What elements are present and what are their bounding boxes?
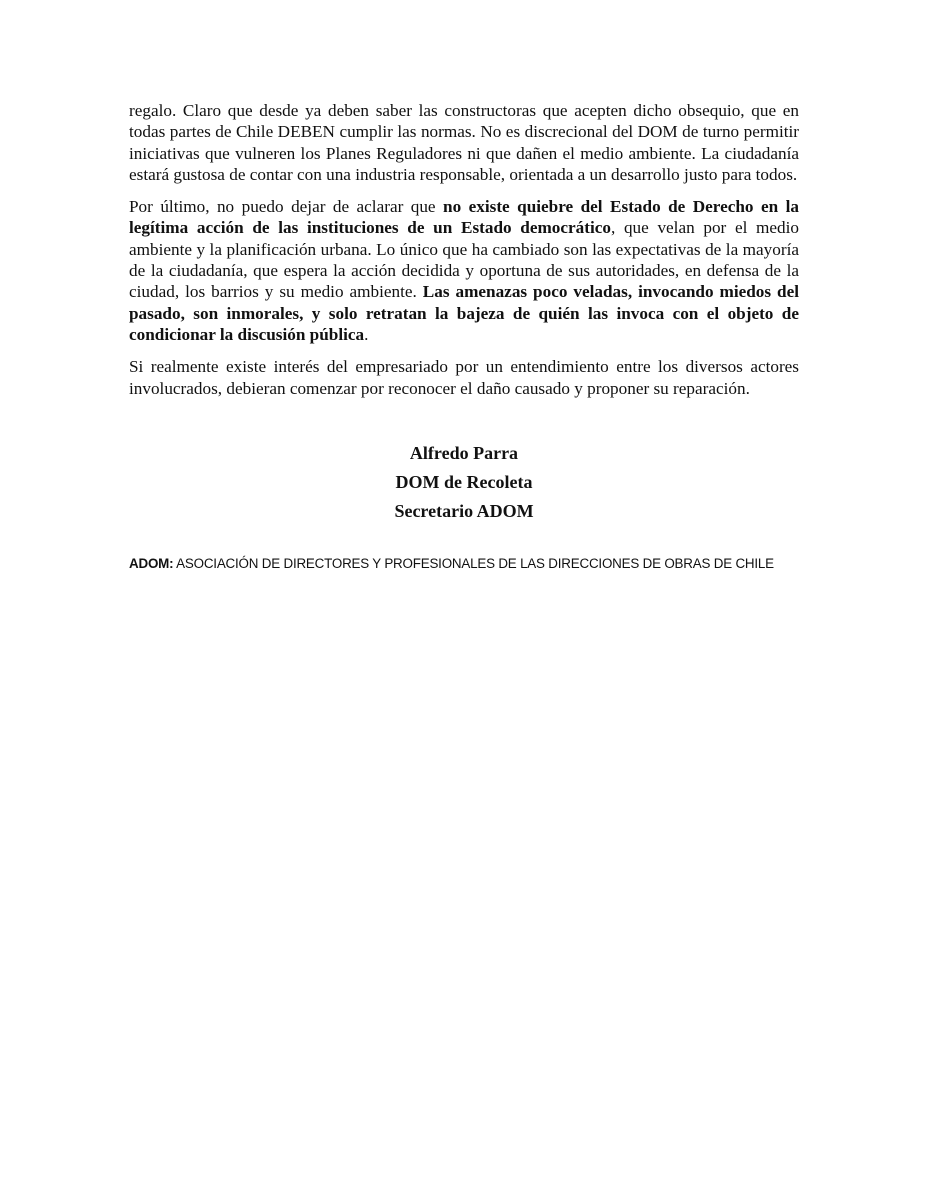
- paragraph-por-ultimo: [129, 196, 799, 345]
- footnote-abbreviation: ADOM:: [129, 555, 174, 571]
- signature-role: Secretario ADOM: [394, 500, 534, 521]
- paragraph-text: Si realmente existe interés del empresariado por un entendimiento entre los diversos actores involucrados, debieran comenzar por reconocer el daño causado y proponer su reparación.: [129, 357, 799, 398]
- bold-statement-amenazas: Las amenazas poco veladas, invocando miedos del pasado, son inmorales, y solo retratan la bajeza de quién las invoca con el objeto de condicionar la discusión pública: [129, 282, 800, 344]
- paragraph-text: Por último, no puedo dejar de aclarar que: [129, 197, 444, 217]
- paragraph-text: regalo. Claro que desde ya deben saber las constructoras que acepten dicho obsequio, que en todas partes de Chile DEBEN cumplir las normas. No es discrecional del DOM de turno permitir iniciativas que vulneren los Planes Reguladores ni que dañen el medio ambiente. La ciudadanía estará gustosa de contar con una industria responsable, orientada a un desarrollo justo para todos.: [129, 101, 799, 184]
- document-page: [129, 100, 799, 573]
- bold-statement-estado-de-derecho: no existe quiebre del Estado de Derecho en la legítima acción de las instituciones de un Estado democrático: [129, 197, 799, 238]
- signature-position: DOM de Recoleta: [395, 471, 533, 492]
- footnote: [129, 554, 799, 573]
- signature-name: Alfredo Parra: [409, 442, 519, 463]
- signature-block: [129, 439, 799, 526]
- paragraph-si-realmente: [129, 356, 799, 399]
- paragraph-regalo: [129, 100, 799, 185]
- paragraph-text: .: [364, 324, 369, 344]
- paragraph-text: , que velan por el medio ambiente y la planificación urbana. Lo único que ha cambiado son las expectativas de la mayoría de la ciudadanía, que espera la acción decidida y oportuna de sus autoridades, en defensa de la ciudad, los barrios y su medio ambiente.: [129, 218, 800, 302]
- footnote-text: ASOCIACIÓN DE DIRECTORES Y PROFESIONALES DE LAS DIRECCIONES DE OBRAS DE CHILE: [176, 555, 774, 571]
